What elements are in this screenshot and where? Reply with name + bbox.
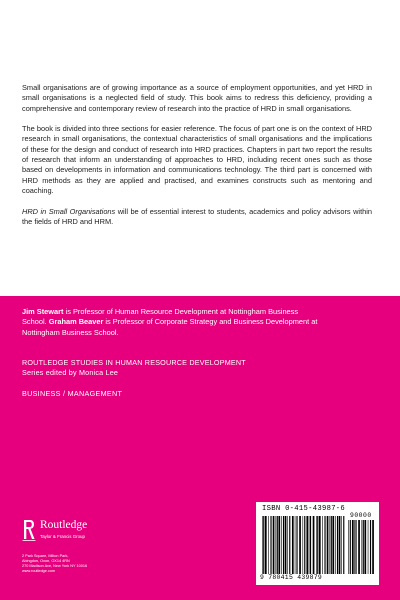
blurb-paragraph-3 — [22, 207, 372, 228]
barcode-bar — [322, 516, 323, 574]
isbn-text: ISBN 0-415-43987-6 — [262, 505, 346, 513]
barcode-bar — [304, 516, 305, 574]
barcode-bar — [316, 516, 317, 574]
barcode-bar — [370, 520, 371, 574]
barcode-bar — [348, 520, 349, 574]
author-name-2: Graham Beaver — [48, 317, 104, 327]
barcode-bar — [317, 516, 318, 574]
blurb-text — [22, 83, 372, 237]
barcode-bar — [270, 516, 271, 574]
series-editor: Series edited by Monica Lee — [22, 368, 119, 378]
barcode-bar — [330, 516, 331, 574]
barcode-bar — [278, 516, 280, 574]
barcode-bar — [265, 516, 267, 574]
author-bio-1: is Professor of Human Resource Development at Nottingham Business School. — [22, 307, 299, 327]
barcode-bar — [306, 516, 308, 574]
barcode-bar — [296, 516, 297, 574]
routledge-logo-icon — [22, 518, 36, 542]
barcode-bar — [295, 516, 296, 574]
barcode-bar — [368, 520, 369, 574]
barcode-bar — [358, 520, 360, 574]
barcode-bar — [355, 520, 356, 574]
barcode-bar — [276, 516, 277, 574]
barcode-bar — [363, 520, 364, 574]
barcode-bar — [324, 516, 325, 574]
barcode-bar — [309, 516, 310, 574]
publisher-address — [22, 554, 87, 574]
barcode-bar — [273, 516, 275, 574]
barcode-bar — [372, 520, 374, 574]
barcode-bar — [327, 516, 329, 574]
author-bio-2: is Professor of Corporate Strategy and Business Development at Nottingham Business School. — [22, 317, 318, 337]
barcode-bar — [281, 516, 282, 574]
address-line: 270 Madison Ave, New York NY 10016 — [22, 564, 88, 568]
barcode-bar — [287, 516, 288, 574]
barcode-bar — [364, 520, 366, 574]
barcode-bar — [310, 516, 311, 574]
barcode-bar — [335, 516, 336, 574]
barcode-bar — [285, 516, 287, 574]
blurb-paragraph-2: The book is divided into three sections for easier reference. The focus of part one is on the context of HRD research in small organisations, the contextual characteristics of small organisations and the implications of these for the design and conduct of research into HRD practices. Chapters in part two report the results of research that inform an understanding of approaches to HRD, including recent ones such as those based on developments in information and communications technology. The third part is concerned with HRD methods as they are applied and practised, and examines constructs such as mentoring and coaching. — [22, 124, 372, 195]
address-line: Abingdon, Oxon, OX14 4RN — [22, 559, 70, 563]
addon-barcode — [348, 520, 374, 574]
blurb-section — [0, 0, 400, 296]
barcode-bar — [313, 516, 315, 574]
book-title-italic: HRD in Small Organisations — [22, 206, 116, 216]
barcode-bar — [289, 516, 290, 574]
barcode-bar — [332, 516, 334, 574]
author-name-1: Jim Stewart — [22, 307, 64, 316]
barcode-bar — [319, 516, 321, 574]
barcode-bar — [268, 516, 269, 574]
barcode-bar — [339, 516, 341, 574]
blurb-paragraph-1: Small organisations are of growing importance as a source of employment opportunities, and yet HRD in small organisations is a neglected field of study. This book aims to redress this deficiency, providing a comprehensive and contemporary review of research into the practice of HRD in small organisations. — [22, 83, 372, 113]
author-panel — [0, 296, 400, 600]
barcode-bar — [277, 516, 278, 574]
author-bio — [22, 307, 322, 338]
barcode-panel — [256, 502, 379, 585]
barcode-bar — [337, 516, 338, 574]
barcode-bar — [263, 516, 264, 574]
series-info — [22, 358, 246, 379]
ean-digits: 9 780415 439879 — [260, 574, 323, 581]
barcode-bar — [299, 516, 301, 574]
address-line: www.routledge.com — [22, 569, 56, 573]
blurb-paragraph-3-text: will be of essential interest to students, academics and policy advisors within the fields of HRD and HRM. — [22, 206, 372, 226]
barcode-bar — [331, 516, 332, 574]
barcode-bar — [341, 516, 342, 574]
subject-category: BUSINESS / MANAGEMENT — [22, 389, 123, 398]
barcode-bar — [283, 516, 284, 574]
addon-number: 90000 — [350, 512, 372, 519]
address-line: 2 Park Square, Milton Park, — [22, 554, 69, 558]
series-name: ROUTLEDGE STUDIES IN HUMAN RESOURCE DEVELOPMENT — [22, 358, 246, 367]
barcode-bar — [343, 516, 344, 574]
barcode-bar — [362, 520, 363, 574]
barcode-bar — [262, 516, 263, 574]
ean-barcode — [262, 516, 346, 574]
barcode-bar — [303, 516, 304, 574]
barcode-bar — [352, 520, 354, 574]
barcode-bar — [292, 516, 294, 574]
barcode-bar — [350, 520, 351, 574]
publisher-name: Routledge — [40, 519, 88, 531]
publisher-group: Taylor & Francis Group — [40, 534, 85, 539]
barcode-bar — [354, 520, 355, 574]
